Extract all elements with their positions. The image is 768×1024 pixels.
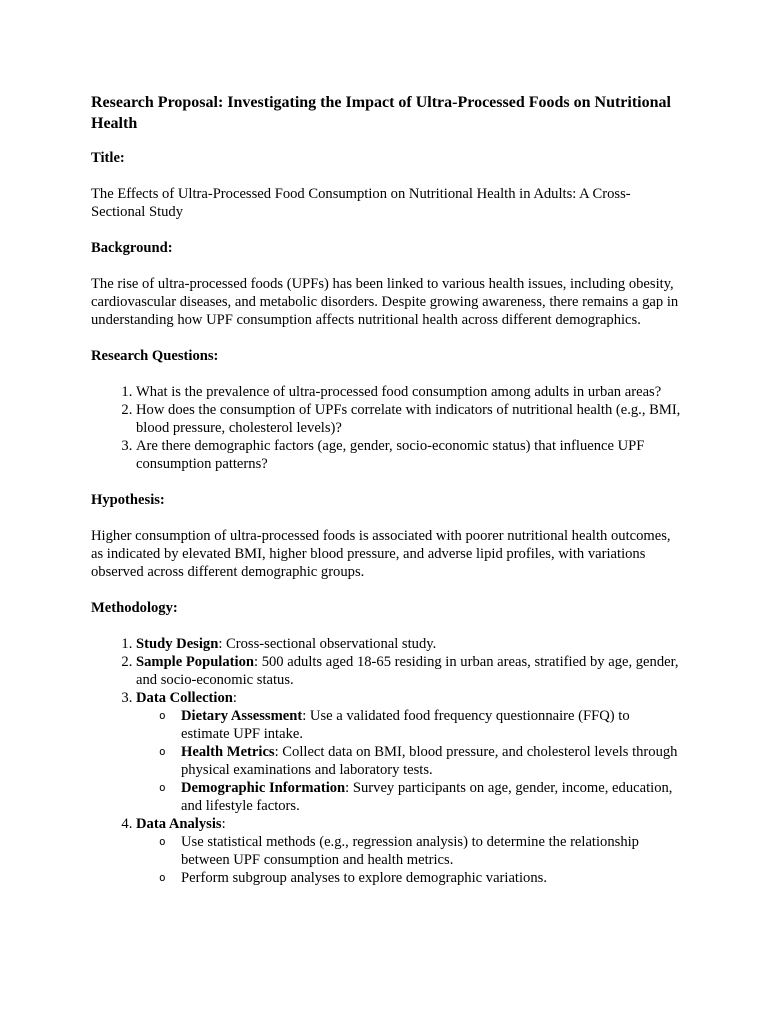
methodology-item-data-collection <box>136 689 681 815</box>
title-text: The Effects of Ultra-Processed Food Consumption on Nutritional Health in Adults: A Cross-Sectional Study <box>91 186 631 220</box>
research-question: 3. Are there demographic factors (age, gender, socio-economic status) that influence UPF consumption patterns? <box>136 437 681 473</box>
data-collection-sublist <box>136 707 681 815</box>
research-question: 1. What is the prevalence of ultra-processed food consumption among adults in urban areas? <box>136 383 681 401</box>
document-title: Research Proposal: Investigating the Impact of Ultra-Processed Foods on Nutritional Health <box>91 94 671 132</box>
methodology-item-study-design <box>136 635 681 653</box>
sub-item-label: Demographic Information <box>181 780 346 796</box>
sub-item-text: : Use a validated food frequency questionnaire (FFQ) to estimate UPF intake. <box>181 708 630 742</box>
study-design-label: Study Design <box>136 636 219 652</box>
hypothesis-heading: Hypothesis: <box>91 492 165 508</box>
research-questions-list <box>91 383 681 473</box>
methodology-list <box>91 635 681 887</box>
research-question: 2. How does the consumption of UPFs correlate with indicators of nutritional health (e.g., BMI, blood pressure, cholesterol levels)? <box>136 401 681 437</box>
data-collection-item <box>136 779 681 815</box>
background-text: The rise of ultra-processed foods (UPFs) has been linked to various health issues, including obesity, cardiovascular diseases, and metabolic disorders. Despite growing awareness, there remains a gap in understanding how UPF consumption affects nutritional health across different demographics. <box>91 276 679 328</box>
data-analysis-item: o Perform subgroup analyses to explore demographic variations. <box>136 869 681 887</box>
data-analysis-suffix: : <box>221 816 226 832</box>
data-analysis-label: Data Analysis <box>136 816 222 832</box>
sub-item-text: : Collect data on BMI, blood pressure, and cholesterol levels through physical examinations and laboratory tests. <box>181 744 678 778</box>
sub-item-label: Dietary Assessment <box>181 708 303 724</box>
methodology-item-data-analysis <box>136 815 681 887</box>
data-collection-item <box>136 707 681 743</box>
methodology-item-sample-population <box>136 653 681 689</box>
hypothesis-text: Higher consumption of ultra-processed foods is associated with poorer nutritional health outcomes, as indicated by elevated BMI, higher blood pressure, and adverse lipid profiles, with variations observed across different demographic groups. <box>91 528 671 580</box>
data-collection-label: Data Collection <box>136 690 233 706</box>
sub-item-label: Health Metrics <box>181 744 275 760</box>
data-analysis-sublist <box>136 833 681 887</box>
data-analysis-item: o Use statistical methods (e.g., regression analysis) to determine the relationship between UPF consumption and health metrics. <box>136 833 681 869</box>
sample-population-text: : 500 adults aged 18-65 residing in urban areas, stratified by age, gender, and socio-economic status. <box>136 654 679 688</box>
document-page <box>91 92 681 905</box>
sample-population-label: Sample Population <box>136 654 254 670</box>
data-collection-suffix: : <box>232 690 237 706</box>
research-questions-heading: Research Questions: <box>91 348 219 364</box>
title-heading: Title: <box>91 150 125 166</box>
sub-item-text: : Survey participants on age, gender, income, education, and lifestyle factors. <box>181 780 673 814</box>
data-collection-item <box>136 743 681 779</box>
study-design-text: : Cross-sectional observational study. <box>218 636 437 652</box>
methodology-heading: Methodology: <box>91 600 178 616</box>
background-heading: Background: <box>91 240 173 256</box>
